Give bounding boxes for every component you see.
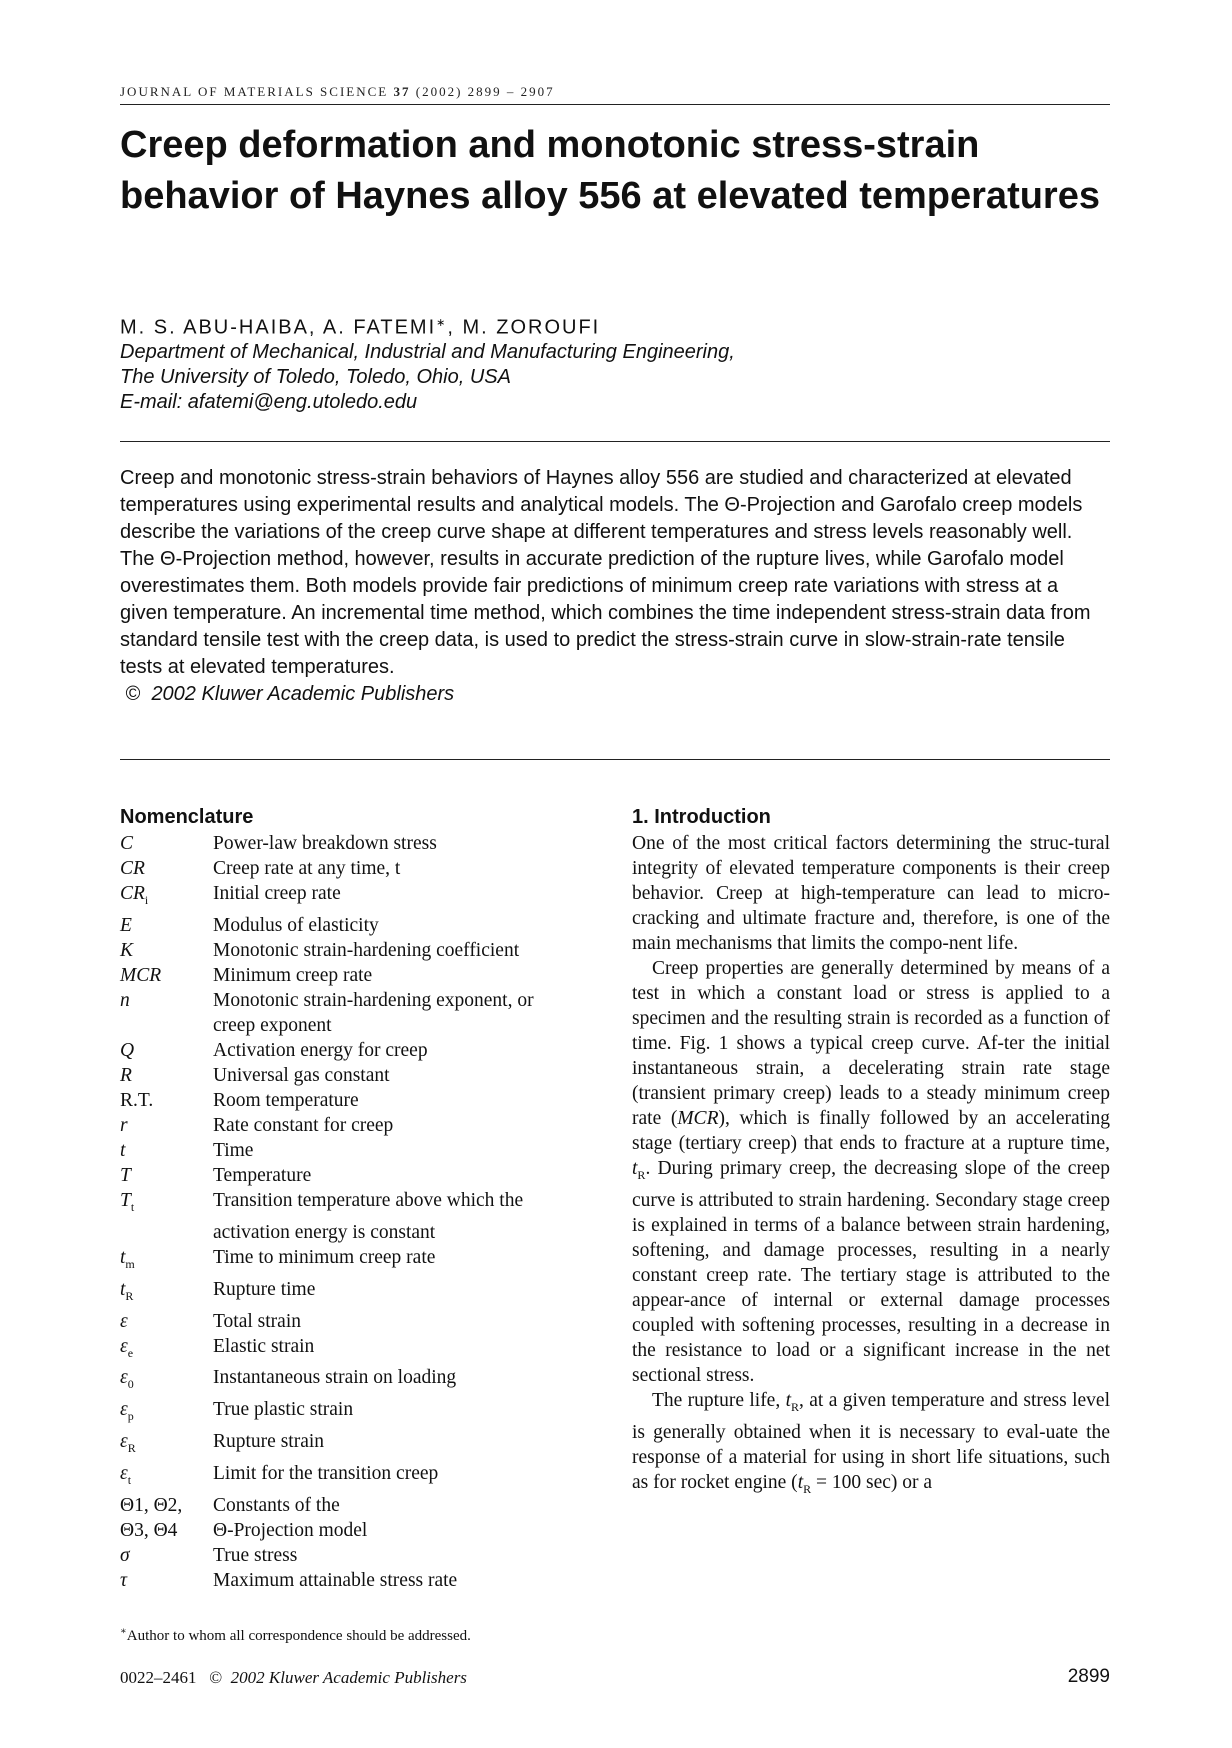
nomenclature-entry [120,1365,580,1397]
nomenclature-symbol [120,1163,213,1188]
rupture-time-subscript: R [791,1399,800,1414]
nomenclature-symbol-subscript: i [144,892,149,907]
nomenclature-symbol [120,1038,213,1063]
nomenclature-symbol-text: σ [120,1545,130,1567]
footnote-text: Author to whom all correspondence should be addressed. [126,1628,471,1644]
nomenclature-symbol-subscript: 0 [127,1377,134,1392]
footnote-marker: ∗ [120,1626,127,1637]
nomenclature-heading: Nomenclature [120,806,254,828]
nomenclature-entry [120,831,580,856]
nomenclature-definition: Power-law breakdown stress [213,833,437,854]
rupture-time-symbol: t [797,1471,804,1493]
intro-p2-mcr: MCR [677,1108,719,1129]
nomenclature-entry [120,1063,580,1088]
nomenclature-symbol [120,1277,213,1309]
footnote [120,1626,471,1645]
nomenclature-definition: True plastic strain [213,1399,354,1421]
nomenclature-entry [120,988,580,1013]
nomenclature-symbol [120,881,213,913]
journal-volume: 37 [393,84,411,99]
nomenclature-symbol-text: E [120,914,132,936]
nomenclature-symbol [120,913,213,938]
author-email: E-mail: afatemi@eng.utoledo.edu [120,391,418,413]
nomenclature-symbol-text: ε [120,1310,128,1332]
nomenclature-entry [120,913,580,938]
nomenclature-symbol-text: t [120,1139,126,1161]
nomenclature-definition: Elastic strain [213,1335,315,1357]
nomenclature-symbol [120,1334,213,1366]
nomenclature-definition: Universal gas constant [213,1064,390,1086]
nomenclature-symbol [120,831,213,856]
nomenclature-entry [120,1309,580,1334]
nomenclature-symbol [120,1493,213,1518]
nomenclature-definition: Activation energy for creep [213,1039,428,1061]
corresponding-author-marker: ∗ [436,317,448,329]
footer-publisher: 2002 Kluwer Academic Publishers [230,1668,467,1687]
nomenclature-symbol-text: r [120,1114,128,1136]
nomenclature-definition: Creep rate at any time, t [213,858,401,879]
nomenclature-symbol [120,938,213,963]
nomenclature-definition: Minimum creep rate [213,964,373,986]
abstract-top-rule [120,441,1110,442]
nomenclature-symbol-subscript: t [127,1473,132,1488]
nomenclature-definition: Limit for the transition creep [213,1463,439,1485]
nomenclature-symbol-subscript: e [127,1345,134,1360]
nomenclature-list [120,831,580,1593]
nomenclature-symbol-text: Θ1, Θ2, [120,1495,183,1517]
nomenclature-symbol [120,1188,213,1220]
nomenclature-symbol-text: Θ3, Θ4 [120,1520,178,1542]
nomenclature-symbol-text: CR [120,883,145,904]
nomenclature-symbol [120,856,213,881]
nomenclature-entry [120,938,580,963]
author-list [120,316,600,340]
introduction-body [632,831,1110,1502]
nomenclature-definition: Monotonic strain-hardening exponent, or [213,989,534,1011]
nomenclature-entry [120,1163,580,1188]
nomenclature-entry [120,1088,580,1113]
nomenclature-symbol [120,1013,213,1038]
nomenclature-entry [120,1220,580,1245]
nomenclature-symbol-subscript: R [125,1288,134,1303]
intro-paragraph-3 [632,1388,1110,1502]
nomenclature-definition: Temperature [213,1164,312,1186]
intro-p3-text-c: = 100 sec) or a [811,1471,933,1493]
intro-p2-text-b: ), which is finally followed by an accelerating stage (tertiary creep) that ends to fracture at a rupture time, [632,1108,1110,1154]
intro-paragraph-1: One of the most critical factors determining the struc-tural integrity of elevated temperature components is their creep behavior. Creep at high-temperature can lead to micro-cracking and ultimate fracture and, therefore, is one of the main mechanisms that limits the compo-nent life. [632,833,1110,954]
introduction-heading: 1. Introduction [632,806,771,828]
affiliation-university: The University of Toledo, Toledo, Ohio, USA [120,366,511,388]
nomenclature-symbol-text: ε [120,1335,128,1357]
nomenclature-entry [120,1013,580,1038]
journal-header [120,84,555,100]
nomenclature-entry [120,1397,580,1429]
nomenclature-entry [120,1568,580,1593]
nomenclature-entry [120,1461,580,1493]
nomenclature-symbol [120,1220,213,1245]
nomenclature-definition: Transition temperature above which the [213,1189,524,1211]
page-number: 2899 [1067,1666,1110,1687]
nomenclature-definition: Instantaneous strain on loading [213,1367,457,1389]
rupture-time-subscript: R [637,1167,646,1182]
nomenclature-symbol [120,1113,213,1138]
nomenclature-definition: Time to minimum creep rate [213,1246,436,1268]
nomenclature-symbol [120,1088,213,1113]
nomenclature-entry [120,1493,580,1518]
copyright-symbol: © [125,683,141,705]
nomenclature-symbol [120,988,213,1013]
nomenclature-definition: Initial creep rate [213,883,341,904]
nomenclature-definition: Modulus of elasticity [213,914,379,936]
rupture-time-symbol: t [785,1389,791,1411]
nomenclature-symbol-subscript: p [127,1409,134,1424]
nomenclature-symbol-text: R [120,1064,132,1086]
nomenclature-definition: Room temperature [213,1089,359,1111]
footer-copyright-symbol: © [209,1668,223,1687]
nomenclature-entry [120,1429,580,1461]
nomenclature-entry [120,1038,580,1063]
nomenclature-entry [120,856,580,881]
paper-title: Creep deformation and monotonic stress-strain behavior of Haynes alloy 556 at elevated temperatures [120,124,1100,217]
nomenclature-entry [120,1277,580,1309]
nomenclature-symbol [120,1429,213,1461]
nomenclature-symbol [120,1568,213,1593]
abstract-bottom-rule [120,759,1110,760]
nomenclature-symbol [120,1543,213,1568]
nomenclature-symbol [120,1397,213,1429]
footer-issn-line [120,1668,467,1688]
abstract-text: Creep and monotonic stress-strain behaviors of Haynes alloy 556 are studied and characterized at elevated temperatures using experimental results and analytical models. The Θ-Projection and Garofalo creep models describe the variations of the creep curve shape at different temperatures and stress levels reasonably well. The Θ-Projection method, however, results in accurate prediction of the rupture lives, while Garofalo model overestimates them. Both models provide fair predictions of minimum creep rate variations with stress at a given temperature. An incremental time method, which combines the time independent stress-strain data from standard tensile test with the creep data, is used to predict the stress-strain curve in slow-strain-rate tensile tests at elevated temperatures. [120,467,1091,678]
authors-part-1: M. S. ABU-HAIBA, A. FATEMI [120,316,437,339]
nomenclature-definition: Time [213,1139,254,1161]
nomenclature-symbol-text: T [120,1164,131,1186]
nomenclature-definition: Θ-Projection model [213,1520,368,1542]
nomenclature-entry [120,1113,580,1138]
intro-paragraph-2 [632,956,1110,1388]
footer-issn: 0022–2461 [120,1668,197,1687]
nomenclature-symbol-subscript: t [130,1199,135,1214]
rupture-time-subscript: R [803,1481,812,1496]
nomenclature-symbol [120,1518,213,1543]
nomenclature-symbol-text: K [120,939,134,961]
intro-p3-text-a: The rupture life, [652,1389,786,1411]
nomenclature-symbol-text: CR [120,858,145,879]
nomenclature-symbol [120,1365,213,1397]
abstract [120,465,1110,708]
nomenclature-definition: creep exponent [213,1014,332,1036]
intro-p2-text-c: . During primary creep, the decreasing slope of the creep curve is attributed to strain hardening. Secondary stage creep is explained in terms of a balance between strain hardening, softening, and damage processes, resulting in a nearly constant creep rate. The tertiary stage is attributed to the appear-ance of internal or external damage processes coupled with softening processes, resulting in a decrease in the resistance to load or a significant increase in the net sectional stress. [632,1158,1110,1386]
nomenclature-entry [120,1245,580,1277]
nomenclature-symbol [120,1309,213,1334]
nomenclature-symbol [120,1063,213,1088]
nomenclature-definition: True stress [213,1545,298,1567]
authors-part-2: , M. ZOROUFI [447,316,601,339]
nomenclature-symbol [120,1138,213,1163]
nomenclature-entry [120,1543,580,1568]
nomenclature-entry [120,1188,580,1220]
nomenclature-symbol-text: τ [120,1570,127,1592]
nomenclature-symbol-text: n [120,989,130,1011]
nomenclature-symbol [120,1245,213,1277]
nomenclature-definition: Rupture time [213,1278,316,1300]
nomenclature-symbol-subscript: R [127,1441,136,1456]
nomenclature-symbol-text: Q [120,1039,135,1061]
nomenclature-entry [120,1138,580,1163]
journal-name: JOURNAL OF MATERIALS SCIENCE [120,84,389,99]
nomenclature-symbol-text: t [120,1278,126,1300]
nomenclature-definition: Maximum attainable stress rate [213,1570,458,1592]
nomenclature-symbol-text: ε [120,1463,128,1485]
nomenclature-definition: activation energy is constant [213,1221,436,1243]
intro-p2-text-a: Creep properties are generally determined by means of a test in which a constant load or stress is applied to a specimen and the resulting strain is recorded as a function of time. Fig. 1 shows a typical creep curve. Af-ter the initial instantaneous strain, a decelerating strain rate stage (transient primary creep) leads to a steady minimum creep rate ( [632,958,1110,1129]
intro-p3-text-b: , at a given temperature and stress level is generally obtained when it is necessary to eval-uate the response of a material for using in short life situations, such as for rocket engine ( [632,1389,1110,1493]
journal-year-pages: (2002) 2899 – 2907 [415,84,555,99]
introduction-section [632,804,1110,1502]
nomenclature-symbol-text: t [120,1246,126,1268]
abstract-copyright [120,681,1110,708]
nomenclature-symbol-text: T [120,1189,131,1211]
nomenclature-definition: Constants of the [213,1495,340,1517]
nomenclature-definition: Monotonic strain-hardening coefficient [213,939,520,961]
nomenclature-symbol-text: ε [120,1431,128,1453]
nomenclature-symbol-text: R.T. [120,1089,154,1111]
nomenclature-symbol-text: C [120,833,134,854]
affiliation-department: Department of Mechanical, Industrial and Manufacturing Engineering, [120,341,735,363]
rupture-time-symbol: t [632,1158,638,1179]
copyright-text: 2002 Kluwer Academic Publishers [151,683,455,705]
nomenclature-entry [120,963,580,988]
nomenclature-definition: Rate constant for creep [213,1114,394,1136]
nomenclature-symbol [120,963,213,988]
nomenclature-entry [120,1334,580,1366]
nomenclature-symbol [120,1461,213,1493]
nomenclature-symbol-subscript: m [125,1256,135,1271]
nomenclature-entry [120,881,580,913]
nomenclature-definition: Rupture strain [213,1431,325,1453]
nomenclature-section [120,804,580,1593]
nomenclature-symbol-text: MCR [120,964,162,986]
nomenclature-symbol-text: ε [120,1367,128,1389]
nomenclature-definition: Total strain [213,1310,301,1332]
nomenclature-symbol-text: ε [120,1399,128,1421]
header-rule [120,104,1110,105]
nomenclature-entry [120,1518,580,1543]
